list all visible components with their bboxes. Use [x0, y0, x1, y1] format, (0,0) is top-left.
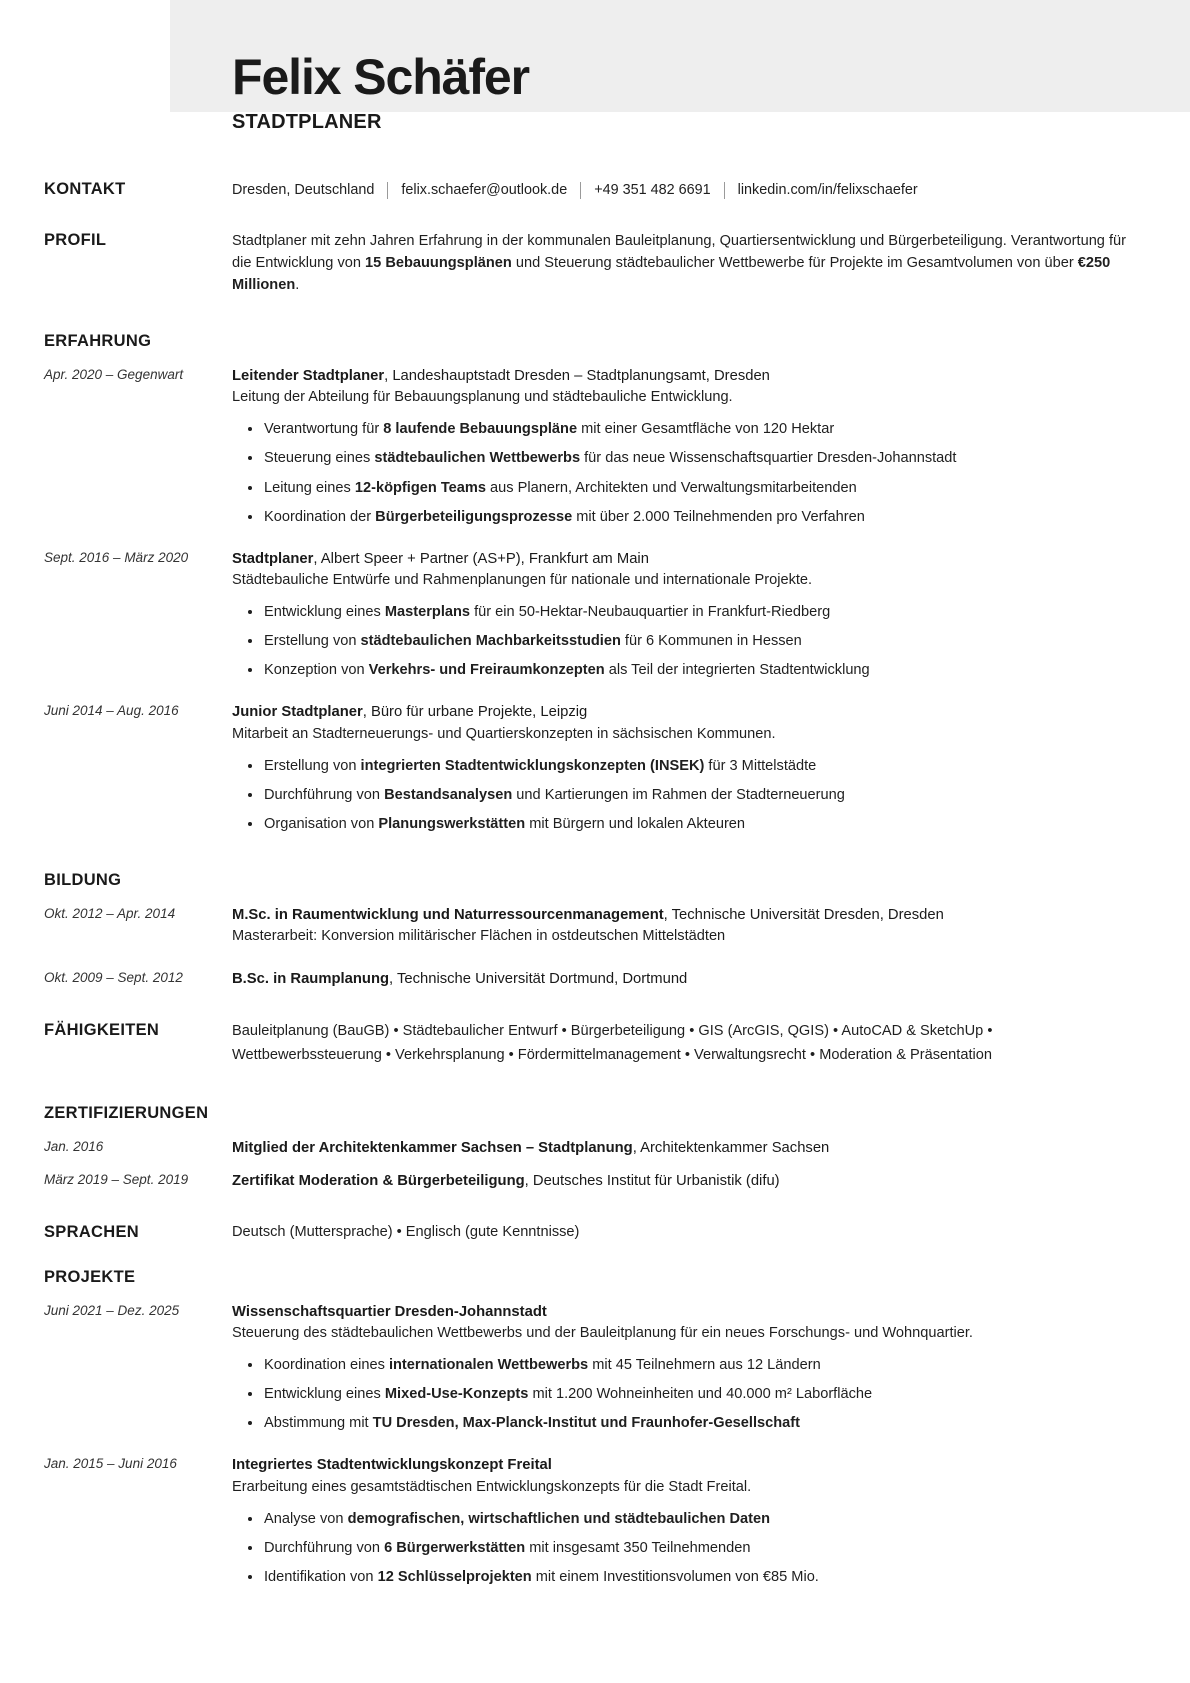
experience-entry-date-column — [44, 365, 232, 385]
profile-sentence-two-end: . — [295, 276, 300, 293]
list-item — [264, 1354, 1142, 1376]
bullet-pre: Abstimmung mit — [264, 1415, 373, 1432]
bullet-post: für 6 Kommunen in Hessen — [620, 633, 802, 650]
bullet-bold: demografischen, wirtschaftlichen und städtebaulichen Daten — [347, 1510, 771, 1527]
education-entry — [0, 904, 1190, 948]
certification-name: Mitglied der Architektenkammer Sachsen – Stadtplanung — [232, 1139, 633, 1156]
education-entry-date-column — [44, 968, 232, 988]
certifications-label-column — [44, 1104, 232, 1123]
resume-header — [0, 0, 1190, 134]
section-label-projekte: PROJEKTE — [44, 1267, 136, 1286]
list-item — [264, 418, 1142, 440]
certification-issuer: , Deutsches Institut für Urbanistik (difu) — [524, 1172, 780, 1189]
certification-entry-date: Jan. 2016 — [44, 1138, 104, 1154]
bullet-bold: internationalen Wettbewerbs — [388, 1356, 589, 1373]
languages-list: Deutsch (Muttersprache) • Englisch (gute Kenntnisse) — [232, 1224, 580, 1240]
project-entry-date: Juni 2021 – Dez. 2025 — [44, 1302, 180, 1318]
list-item — [264, 506, 1142, 528]
list-item — [264, 1412, 1142, 1434]
experience-entry-role: Stadtplaner — [232, 550, 314, 567]
certification-name: Zertifikat Moderation & Bürgerbeteiligung — [232, 1172, 525, 1189]
bullet-pre: Organisation von — [264, 815, 379, 832]
experience-entry-org: , Büro für urbane Projekte, Leipzig — [362, 704, 588, 721]
experience-entry-bullets — [232, 601, 1142, 682]
section-label-bildung: BILDUNG — [44, 871, 122, 890]
certification-entry — [0, 1170, 1190, 1192]
list-item — [264, 813, 1142, 835]
experience-entry-org: , Albert Speer + Partner (AS+P), Frankfurt am Main — [313, 550, 649, 567]
education-entry-degree: B.Sc. in Raumplanung — [232, 971, 390, 988]
list-item — [264, 659, 1142, 681]
bullet-pre: Identifikation von — [264, 1568, 378, 1585]
bullet-post: mit über 2.000 Teilnehmenden pro Verfahren — [572, 508, 865, 525]
experience-entry-date: Sept. 2016 – März 2020 — [44, 549, 189, 565]
bullet-bold: 8 laufende Bebauungspläne — [383, 421, 578, 438]
skills-content-column — [232, 1020, 1142, 1067]
section-label-erfahrung: ERFAHRUNG — [44, 332, 152, 351]
project-entry-summary: Erarbeitung eines gesamtstädtischen Entwicklungskonzepts für die Stadt Freital. — [232, 1478, 752, 1495]
education-entry-date: Okt. 2012 – Apr. 2014 — [44, 906, 176, 922]
bullet-bold: städtebaulichen Wettbewerbs — [374, 450, 581, 467]
profile-highlight-volume: €250 Millionen — [232, 254, 1111, 293]
profile-content-column — [232, 230, 1142, 297]
skills-section — [0, 1020, 1190, 1067]
certification-entry-date: März 2019 – Sept. 2019 — [44, 1171, 189, 1187]
project-name: Wissenschaftsquartier Dresden-Johannstadt — [232, 1303, 547, 1320]
education-entry-date-column — [44, 904, 232, 924]
education-entry-content — [232, 968, 1142, 990]
education-section-header — [0, 871, 1190, 890]
education-entry — [0, 968, 1190, 990]
education-entry-title — [232, 968, 1142, 990]
section-label-zertifizierungen: ZERTIFIZIERUNGEN — [44, 1103, 209, 1122]
skills-label-column — [44, 1020, 232, 1040]
education-entry-degree: M.Sc. in Raumentwicklung und Naturressourcenmanagement — [232, 907, 664, 924]
list-item — [264, 630, 1142, 652]
project-name: Integriertes Stadtentwicklungskonzept Freital — [232, 1457, 552, 1474]
contact-phone[interactable]: +49 351 482 6691 — [594, 182, 711, 198]
project-entry-date-column — [44, 1301, 232, 1321]
list-item — [264, 1383, 1142, 1405]
experience-entry-bullets — [232, 418, 1142, 528]
contact-email[interactable]: felix.schaefer@outlook.de — [401, 182, 568, 198]
profile-text — [232, 230, 1142, 297]
experience-entry-role: Junior Stadtplaner — [232, 704, 363, 721]
experience-entry-content — [232, 365, 1142, 528]
bullet-pre: Entwicklung eines — [264, 603, 385, 620]
certification-entry-date-column — [44, 1137, 232, 1157]
section-label-faehigkeiten: FÄHIGKEITEN — [44, 1021, 160, 1040]
bullet-bold: integrierten Stadtentwicklungskonzepten (INSEK) — [360, 757, 705, 774]
experience-entry — [0, 548, 1190, 682]
project-entry-bullets — [232, 1354, 1142, 1435]
profile-sentence-two-pre: Verantwortung für die Entwicklung von — [232, 232, 1127, 271]
bullet-post: für das neue Wissenschaftsquartier Dresden-Johannstadt — [580, 450, 957, 467]
contact-section — [0, 180, 1190, 202]
profile-sentence-one: Stadtplaner mit zehn Jahren Erfahrung in der kommunalen Bauleitplanung, Quartiersentwicklung und Bürgerbeteiligung. — [232, 232, 1007, 249]
certification-entry-title — [232, 1170, 1142, 1192]
profile-section — [0, 230, 1190, 297]
bullet-post: und Kartierungen im Rahmen der Stadterneuerung — [512, 786, 845, 803]
bullet-post: mit insgesamt 350 Teilnehmenden — [525, 1539, 751, 1556]
experience-section-header — [0, 332, 1190, 351]
certification-entry-content — [232, 1137, 1142, 1159]
bullet-pre: Durchführung von — [264, 1539, 385, 1556]
experience-entry-bullets — [232, 755, 1142, 836]
projects-section-header — [0, 1268, 1190, 1287]
certifications-section-header — [0, 1104, 1190, 1123]
languages-label-column — [44, 1222, 232, 1242]
bullet-pre: Erstellung von — [264, 757, 361, 774]
projects-label-column — [44, 1268, 232, 1287]
bullet-post: mit einem Investitionsvolumen von €85 Mio. — [531, 1568, 819, 1585]
education-entry-school: , Technische Universität Dortmund, Dortmund — [389, 971, 688, 988]
bullet-bold: Planungswerkstätten — [378, 815, 526, 832]
bullet-pre: Verantwortung für — [264, 421, 384, 438]
experience-entry-date-column — [44, 548, 232, 568]
bullet-bold: Bestandsanalysen — [384, 786, 513, 803]
experience-entry-title — [232, 365, 1142, 387]
list-item — [264, 447, 1142, 469]
bullet-pre: Erstellung von — [264, 633, 361, 650]
bullet-pre: Konzeption von — [264, 662, 369, 679]
bullet-pre: Koordination eines — [264, 1356, 389, 1373]
project-entry — [0, 1454, 1190, 1588]
bullet-pre: Analyse von — [264, 1510, 348, 1527]
bullet-bold: Masterplans — [384, 603, 471, 620]
list-item — [264, 1537, 1142, 1559]
bullet-pre: Entwicklung eines — [264, 1386, 385, 1403]
bullet-post: mit 1.200 Wohneinheiten und 40.000 m² Laborfläche — [528, 1386, 873, 1403]
contact-separator-icon — [580, 182, 581, 199]
section-label-profil: PROFIL — [44, 230, 107, 249]
skills-list: Bauleitplanung (BauGB) • Städtebaulicher Entwurf • Bürgerbeteiligung • GIS (ArcGIS, QGIS) • AutoCAD & SketchUp • Wettbewerbssteuerung • Verkehrsplanung • Fördermittelmanagement • Verwaltungsrecht • Moderation & Präsentation — [232, 1023, 993, 1063]
experience-label-column — [44, 332, 232, 351]
experience-entry-date-column — [44, 701, 232, 721]
contact-content-column — [232, 180, 1142, 202]
contact-line — [232, 180, 1142, 202]
project-entry-date: Jan. 2015 – Juni 2016 — [44, 1456, 177, 1472]
bullet-bold: Bürgerbeteiligungsprozesse — [375, 508, 573, 525]
languages-content-column — [232, 1222, 1142, 1244]
education-entry-title — [232, 904, 1142, 926]
certification-entry-title — [232, 1137, 1142, 1159]
project-entry-title — [232, 1301, 1142, 1323]
project-entry-title — [232, 1454, 1142, 1476]
project-entry-content — [232, 1301, 1142, 1435]
bullet-post: als Teil der integrierten Stadtentwicklung — [604, 662, 870, 679]
experience-entry-content — [232, 701, 1142, 835]
education-label-column — [44, 871, 232, 890]
experience-entry-title — [232, 701, 1142, 723]
bullet-post: für ein 50-Hektar-Neubauquartier in Frankfurt-Riedberg — [470, 603, 831, 620]
list-item — [264, 755, 1142, 777]
contact-linkedin[interactable]: linkedin.com/in/felixschaefer — [737, 182, 918, 198]
experience-entry-date: Apr. 2020 – Gegenwart — [44, 367, 184, 383]
bullet-bold: Mixed-Use-Konzepts — [384, 1386, 529, 1403]
bullet-bold: Verkehrs- und Freiraumkonzepten — [368, 662, 605, 679]
certification-entry — [0, 1137, 1190, 1159]
contact-separator-icon — [387, 182, 388, 199]
project-entry-date-column — [44, 1454, 232, 1474]
list-item — [264, 1508, 1142, 1530]
profile-label-column — [44, 230, 232, 250]
experience-entry-date: Juni 2014 – Aug. 2016 — [44, 703, 179, 719]
certification-entry-date-column — [44, 1170, 232, 1190]
experience-entry-org: , Landeshauptstadt Dresden – Stadtplanungsamt, Dresden — [384, 368, 770, 385]
experience-entry-summary: Städtebauliche Entwürfe und Rahmenplanungen für nationale und internationale Projekte. — [232, 572, 813, 589]
certification-issuer: , Architektenkammer Sachsen — [632, 1139, 830, 1156]
profile-sentence-two-mid: und Steuerung städtebaulicher Wettbewerbe für Projekte im Gesamtvolumen von über — [511, 254, 1078, 271]
profile-highlight-plans: 15 Bebauungsplänen — [365, 254, 512, 271]
contact-location: Dresden, Deutschland — [232, 182, 375, 198]
project-entry-content — [232, 1454, 1142, 1588]
candidate-name: Felix Schäfer — [232, 49, 529, 105]
list-item — [264, 601, 1142, 623]
bullet-pre: Steuerung eines — [264, 450, 375, 467]
bullet-post: aus Planern, Architekten und Verwaltungsmitarbeitenden — [486, 479, 857, 496]
experience-entry-content — [232, 548, 1142, 682]
bullet-bold: 12-köpfigen Teams — [354, 479, 486, 496]
bullet-bold: TU Dresden, Max-Planck-Institut und Fraunhofer-Gesellschaft — [372, 1415, 801, 1432]
languages-section — [0, 1222, 1190, 1244]
bullet-post: mit Bürgern und lokalen Akteuren — [525, 815, 746, 832]
list-item — [264, 1566, 1142, 1588]
list-item — [264, 477, 1142, 499]
education-entry-detail: Masterarbeit: Konversion militärischer Flächen in ostdeutschen Mittelstädten — [232, 928, 726, 945]
project-entry — [0, 1301, 1190, 1435]
project-entry-bullets — [232, 1508, 1142, 1589]
experience-entry-summary: Mitarbeit an Stadterneuerungs- und Quartierskonzepten in sächsischen Kommunen. — [232, 725, 776, 742]
certification-entry-content — [232, 1170, 1142, 1192]
education-entry-content — [232, 904, 1142, 948]
education-entry-school: , Technische Universität Dresden, Dresden — [663, 907, 944, 924]
bullet-pre: Durchführung von — [264, 786, 385, 803]
bullet-post: für 3 Mittelstädte — [704, 757, 817, 774]
experience-entry-role: Leitender Stadtplaner — [232, 368, 385, 385]
experience-entry — [0, 701, 1190, 835]
contact-label-column — [44, 180, 232, 199]
experience-entry — [0, 365, 1190, 528]
experience-entry-summary: Leitung der Abteilung für Bebauungsplanung und städtebauliche Entwicklung. — [232, 389, 733, 406]
bullet-post: mit 45 Teilnehmern aus 12 Ländern — [588, 1356, 821, 1373]
list-item — [264, 784, 1142, 806]
bullet-post: mit einer Gesamtfläche von 120 Hektar — [577, 421, 835, 438]
section-label-sprachen: SPRACHEN — [44, 1223, 139, 1241]
section-label-kontakt: KONTAKT — [44, 180, 126, 198]
bullet-pre: Leitung eines — [264, 479, 355, 496]
education-entry-date: Okt. 2009 – Sept. 2012 — [44, 970, 183, 986]
bullet-bold: städtebaulichen Machbarkeitsstudien — [360, 633, 621, 650]
bullet-bold: 6 Bürgerwerkstätten — [384, 1539, 526, 1556]
project-entry-summary: Steuerung des städtebaulichen Wettbewerbs und der Bauleitplanung für ein neues Forschungs- und Wohnquartier. — [232, 1325, 973, 1342]
contact-separator-icon — [724, 182, 725, 199]
bullet-pre: Koordination der — [264, 508, 376, 525]
candidate-job-title: STADTPLANER — [232, 111, 382, 133]
experience-entry-title — [232, 548, 1142, 570]
bullet-bold: 12 Schlüsselprojekten — [377, 1568, 532, 1585]
